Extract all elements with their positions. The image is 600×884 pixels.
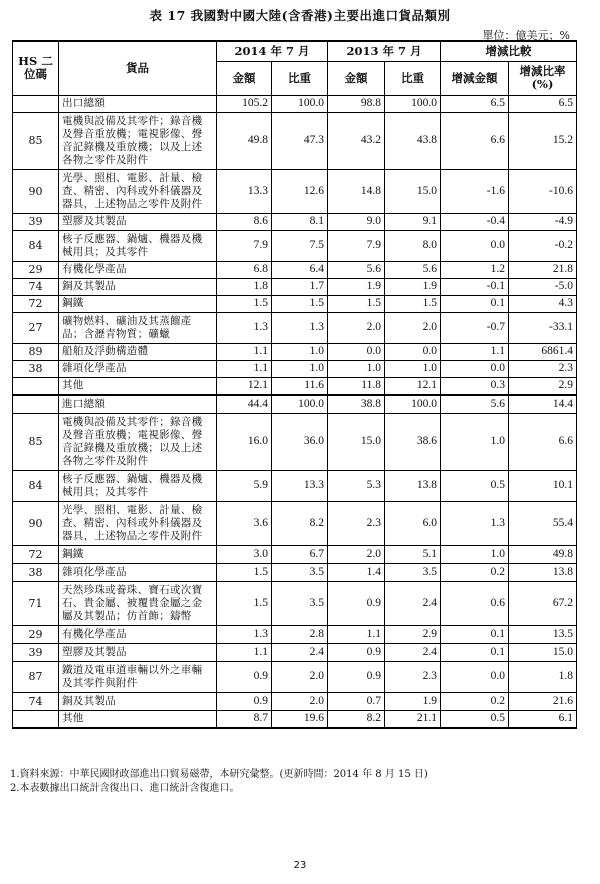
share-2014-cell: 2.0 bbox=[272, 661, 328, 692]
footnote-definition: 2.本表數據出口統計含復出口、進口統計含復進口。 bbox=[10, 783, 240, 794]
amount-2013-cell: 14.8 bbox=[328, 169, 385, 213]
diff-amount-cell: -1.6 bbox=[441, 169, 509, 213]
diff-rate-cell: 10.1 bbox=[509, 470, 577, 501]
share-2014-cell: 100.0 bbox=[272, 395, 328, 413]
item-name-cell: 有機化學產品 bbox=[59, 261, 217, 278]
diff-rate-cell: 6.1 bbox=[509, 710, 577, 728]
share-2013-cell: 2.9 bbox=[385, 625, 441, 643]
diff-amount-cell: 0.1 bbox=[441, 643, 509, 661]
diff-amount-cell: 1.0 bbox=[441, 545, 509, 563]
diff-rate-cell: 13.8 bbox=[509, 563, 577, 581]
item-name-cell: 銅及其製品 bbox=[59, 278, 217, 295]
header-amount-2013: 金額 bbox=[328, 61, 385, 95]
amount-2013-cell: 11.8 bbox=[328, 377, 385, 395]
footnotes bbox=[10, 768, 428, 796]
header-item: 貨品 bbox=[59, 41, 217, 95]
share-2014-cell: 12.6 bbox=[272, 169, 328, 213]
hs-code-cell: 29 bbox=[13, 625, 59, 643]
share-2013-cell: 38.6 bbox=[385, 413, 441, 470]
item-name-cell: 出口總額 bbox=[59, 95, 217, 112]
share-2014-cell: 13.3 bbox=[272, 470, 328, 501]
share-2013-cell: 100.0 bbox=[385, 95, 441, 112]
diff-rate-cell: 21.6 bbox=[509, 692, 577, 710]
share-2013-cell: 1.9 bbox=[385, 692, 441, 710]
diff-rate-cell: 15.0 bbox=[509, 643, 577, 661]
hs-code-cell bbox=[13, 377, 59, 395]
share-2014-cell: 1.0 bbox=[272, 343, 328, 360]
share-2013-cell: 5.1 bbox=[385, 545, 441, 563]
diff-amount-cell: 0.1 bbox=[441, 295, 509, 312]
diff-amount-cell: 6.6 bbox=[441, 112, 509, 169]
amount-2014-cell: 5.9 bbox=[217, 470, 272, 501]
table-row bbox=[13, 563, 577, 581]
diff-rate-cell: 55.4 bbox=[509, 501, 577, 545]
diff-rate-cell: 13.5 bbox=[509, 625, 577, 643]
diff-rate-cell: 4.3 bbox=[509, 295, 577, 312]
diff-amount-cell: -0.7 bbox=[441, 312, 509, 343]
item-name-cell: 核子反應器、鍋爐、機器及機械用具；及其零件 bbox=[59, 470, 217, 501]
diff-amount-cell: 0.0 bbox=[441, 230, 509, 261]
item-name-cell: 進口總額 bbox=[59, 395, 217, 413]
diff-amount-cell: 5.6 bbox=[441, 395, 509, 413]
share-2014-cell: 11.6 bbox=[272, 377, 328, 395]
amount-2014-cell: 1.5 bbox=[217, 295, 272, 312]
amount-2013-cell: 8.2 bbox=[328, 710, 385, 728]
diff-rate-cell: 6.5 bbox=[509, 95, 577, 112]
diff-amount-cell: 0.0 bbox=[441, 661, 509, 692]
item-name-cell: 鋼鐵 bbox=[59, 545, 217, 563]
table-row bbox=[13, 343, 577, 360]
diff-amount-cell: 0.6 bbox=[441, 581, 509, 625]
diff-amount-cell: 1.1 bbox=[441, 343, 509, 360]
item-name-cell: 光學、照相、電影、計量、檢查、精密、內科或外科儀器及器具，上述物品之零件及附件 bbox=[59, 169, 217, 213]
amount-2014-cell: 6.8 bbox=[217, 261, 272, 278]
table-row bbox=[13, 278, 577, 295]
amount-2014-cell: 1.8 bbox=[217, 278, 272, 295]
share-2014-cell: 1.7 bbox=[272, 278, 328, 295]
share-2013-cell: 1.5 bbox=[385, 295, 441, 312]
diff-rate-cell: -0.2 bbox=[509, 230, 577, 261]
share-2014-cell: 2.0 bbox=[272, 692, 328, 710]
share-2013-cell: 2.0 bbox=[385, 312, 441, 343]
item-name-cell: 雜項化學產品 bbox=[59, 563, 217, 581]
amount-2014-cell: 12.1 bbox=[217, 377, 272, 395]
table-row bbox=[13, 112, 577, 169]
share-2014-cell: 2.4 bbox=[272, 643, 328, 661]
share-2014-cell: 6.7 bbox=[272, 545, 328, 563]
unit-label: 單位：億美元；% bbox=[482, 29, 570, 42]
hs-code-cell: 90 bbox=[13, 501, 59, 545]
share-2013-cell: 2.3 bbox=[385, 661, 441, 692]
share-2013-cell: 8.0 bbox=[385, 230, 441, 261]
share-2013-cell: 3.5 bbox=[385, 563, 441, 581]
share-2014-cell: 7.5 bbox=[272, 230, 328, 261]
table-body bbox=[13, 95, 577, 728]
share-2013-cell: 21.1 bbox=[385, 710, 441, 728]
amount-2013-cell: 7.9 bbox=[328, 230, 385, 261]
diff-amount-cell: -0.4 bbox=[441, 213, 509, 230]
diff-amount-cell: 1.2 bbox=[441, 261, 509, 278]
table-row bbox=[13, 545, 577, 563]
amount-2013-cell: 5.3 bbox=[328, 470, 385, 501]
diff-amount-cell: 0.1 bbox=[441, 625, 509, 643]
hs-code-cell: 27 bbox=[13, 312, 59, 343]
amount-2014-cell: 0.9 bbox=[217, 692, 272, 710]
amount-2014-cell: 13.3 bbox=[217, 169, 272, 213]
share-2013-cell: 12.1 bbox=[385, 377, 441, 395]
diff-rate-cell: 21.8 bbox=[509, 261, 577, 278]
amount-2013-cell: 43.2 bbox=[328, 112, 385, 169]
diff-amount-cell: -0.1 bbox=[441, 278, 509, 295]
diff-rate-cell: 1.8 bbox=[509, 661, 577, 692]
amount-2014-cell: 1.1 bbox=[217, 343, 272, 360]
amount-2013-cell: 9.0 bbox=[328, 213, 385, 230]
share-2014-cell: 1.3 bbox=[272, 312, 328, 343]
share-2014-cell: 47.3 bbox=[272, 112, 328, 169]
hs-code-cell: 38 bbox=[13, 360, 59, 377]
table-title: 表 17 我國對中國大陸(含香港)主要出進口貨品類別 bbox=[149, 8, 451, 23]
share-2014-cell: 19.6 bbox=[272, 710, 328, 728]
amount-2013-cell: 1.1 bbox=[328, 625, 385, 643]
item-name-cell: 礦物燃料、礦油及其蒸餾產品；含瀝青物質；礦蠟 bbox=[59, 312, 217, 343]
header-diff-amount: 增減金額 bbox=[441, 61, 509, 95]
amount-2013-cell: 1.9 bbox=[328, 278, 385, 295]
diff-rate-cell: -10.6 bbox=[509, 169, 577, 213]
table-row bbox=[13, 643, 577, 661]
share-2013-cell: 100.0 bbox=[385, 395, 441, 413]
hs-code-cell: 74 bbox=[13, 692, 59, 710]
amount-2013-cell: 0.0 bbox=[328, 343, 385, 360]
share-2013-cell: 6.0 bbox=[385, 501, 441, 545]
item-name-cell: 船舶及浮動構造體 bbox=[59, 343, 217, 360]
hs-code-cell: 90 bbox=[13, 169, 59, 213]
diff-amount-cell: 1.0 bbox=[441, 413, 509, 470]
diff-rate-cell: 67.2 bbox=[509, 581, 577, 625]
exports-total-row bbox=[13, 95, 577, 112]
item-name-cell: 鐵道及電車道車輛以外之車輛及其零件與附件 bbox=[59, 661, 217, 692]
table-row bbox=[13, 470, 577, 501]
amount-2013-cell: 38.8 bbox=[328, 395, 385, 413]
hs-code-cell bbox=[13, 710, 59, 728]
diff-rate-cell: 6.6 bbox=[509, 413, 577, 470]
share-2013-cell: 1.0 bbox=[385, 360, 441, 377]
item-name-cell: 塑膠及其製品 bbox=[59, 643, 217, 661]
diff-amount-cell: 0.5 bbox=[441, 710, 509, 728]
header-period-2013: 2013 年 7 月 bbox=[328, 41, 441, 61]
share-2013-cell: 15.0 bbox=[385, 169, 441, 213]
share-2013-cell: 2.4 bbox=[385, 643, 441, 661]
item-name-cell: 光學、照相、電影、計量、檢查、精密、內科或外科儀器及器具，上述物品之零件及附件 bbox=[59, 501, 217, 545]
item-name-cell: 有機化學產品 bbox=[59, 625, 217, 643]
diff-amount-cell: 0.0 bbox=[441, 360, 509, 377]
diff-amount-cell: 1.3 bbox=[441, 501, 509, 545]
table-row bbox=[13, 581, 577, 625]
table-row bbox=[13, 169, 577, 213]
hs-code-cell: 72 bbox=[13, 545, 59, 563]
diff-rate-cell: 6861.4 bbox=[509, 343, 577, 360]
table-row bbox=[13, 312, 577, 343]
item-name-cell: 電機與設備及其零件；錄音機及聲音重放機；電視影像、聲音記錄機及重放機；以及上述各物之零件及附件 bbox=[59, 112, 217, 169]
share-2014-cell: 8.1 bbox=[272, 213, 328, 230]
header-period-2014: 2014 年 7 月 bbox=[217, 41, 328, 61]
table-row bbox=[13, 661, 577, 692]
table-row bbox=[13, 295, 577, 312]
amount-2013-cell: 1.4 bbox=[328, 563, 385, 581]
share-2013-cell: 13.8 bbox=[385, 470, 441, 501]
hs-code-cell: 74 bbox=[13, 278, 59, 295]
hs-code-cell bbox=[13, 395, 59, 413]
amount-2014-cell: 1.1 bbox=[217, 643, 272, 661]
table-row bbox=[13, 377, 577, 395]
amount-2014-cell: 1.3 bbox=[217, 312, 272, 343]
hs-code-cell: 85 bbox=[13, 413, 59, 470]
item-name-cell: 核子反應器、鍋爐、機器及機械用具；及其零件 bbox=[59, 230, 217, 261]
table-row bbox=[13, 230, 577, 261]
diff-rate-cell: -4.9 bbox=[509, 213, 577, 230]
amount-2014-cell: 7.9 bbox=[217, 230, 272, 261]
table-row bbox=[13, 710, 577, 728]
amount-2014-cell: 8.7 bbox=[217, 710, 272, 728]
table-row bbox=[13, 692, 577, 710]
share-2013-cell: 1.9 bbox=[385, 278, 441, 295]
diff-rate-cell: 2.9 bbox=[509, 377, 577, 395]
hs-code-cell: 84 bbox=[13, 470, 59, 501]
item-name-cell: 電機與設備及其零件；錄音機及聲音重放機；電視影像、聲音記錄機及重放機；以及上述各物之零件及附件 bbox=[59, 413, 217, 470]
share-2014-cell: 8.2 bbox=[272, 501, 328, 545]
amount-2013-cell: 0.9 bbox=[328, 661, 385, 692]
amount-2014-cell: 3.0 bbox=[217, 545, 272, 563]
share-2013-cell: 9.1 bbox=[385, 213, 441, 230]
amount-2013-cell: 0.7 bbox=[328, 692, 385, 710]
hs-code-cell: 39 bbox=[13, 213, 59, 230]
amount-2013-cell: 0.9 bbox=[328, 643, 385, 661]
diff-amount-cell: 0.5 bbox=[441, 470, 509, 501]
amount-2014-cell: 49.8 bbox=[217, 112, 272, 169]
hs-code-cell: 85 bbox=[13, 112, 59, 169]
table-row bbox=[13, 213, 577, 230]
share-2014-cell: 3.5 bbox=[272, 563, 328, 581]
hs-code-cell: 38 bbox=[13, 563, 59, 581]
table-row bbox=[13, 360, 577, 377]
hs-code-cell: 71 bbox=[13, 581, 59, 625]
amount-2014-cell: 1.1 bbox=[217, 360, 272, 377]
share-2013-cell: 5.6 bbox=[385, 261, 441, 278]
diff-rate-cell: 14.4 bbox=[509, 395, 577, 413]
item-name-cell: 其他 bbox=[59, 377, 217, 395]
trade-table bbox=[12, 40, 577, 729]
table-row bbox=[13, 261, 577, 278]
amount-2014-cell: 105.2 bbox=[217, 95, 272, 112]
amount-2013-cell: 2.3 bbox=[328, 501, 385, 545]
hs-code-cell: 39 bbox=[13, 643, 59, 661]
amount-2013-cell: 5.6 bbox=[328, 261, 385, 278]
imports-total-row bbox=[13, 395, 577, 413]
footnote-source: 1.資料來源：中華民國財政部進出口貿易磁帶，本研究彙整。(更新時間：2014 年 8 月 15 日) bbox=[10, 769, 428, 780]
amount-2013-cell: 1.0 bbox=[328, 360, 385, 377]
share-2014-cell: 36.0 bbox=[272, 413, 328, 470]
table-row bbox=[13, 625, 577, 643]
share-2014-cell: 3.5 bbox=[272, 581, 328, 625]
amount-2014-cell: 44.4 bbox=[217, 395, 272, 413]
item-name-cell: 天然珍珠或養珠、寶石或次寶石、貴金屬、被覆貴金屬之金屬及其製品；仿首飾；鑄幣 bbox=[59, 581, 217, 625]
share-2014-cell: 1.0 bbox=[272, 360, 328, 377]
header-share-2013: 比重 bbox=[385, 61, 441, 95]
hs-code-cell: 87 bbox=[13, 661, 59, 692]
amount-2013-cell: 15.0 bbox=[328, 413, 385, 470]
amount-2013-cell: 2.0 bbox=[328, 545, 385, 563]
hs-code-cell: 72 bbox=[13, 295, 59, 312]
share-2014-cell: 100.0 bbox=[272, 95, 328, 112]
hs-code-cell: 29 bbox=[13, 261, 59, 278]
amount-2013-cell: 2.0 bbox=[328, 312, 385, 343]
share-2014-cell: 2.8 bbox=[272, 625, 328, 643]
diff-rate-cell: -33.1 bbox=[509, 312, 577, 343]
hs-code-cell: 89 bbox=[13, 343, 59, 360]
diff-amount-cell: 0.3 bbox=[441, 377, 509, 395]
header-share-2014: 比重 bbox=[272, 61, 328, 95]
share-2013-cell: 2.4 bbox=[385, 581, 441, 625]
item-name-cell: 鋼鐵 bbox=[59, 295, 217, 312]
item-name-cell: 雜項化學產品 bbox=[59, 360, 217, 377]
amount-2013-cell: 1.5 bbox=[328, 295, 385, 312]
share-2014-cell: 6.4 bbox=[272, 261, 328, 278]
page-number: 23 bbox=[293, 860, 307, 871]
diff-rate-cell: 15.2 bbox=[509, 112, 577, 169]
header-diff-rate: 增減比率 (%) bbox=[509, 61, 577, 95]
table-row bbox=[13, 413, 577, 470]
share-2014-cell: 1.5 bbox=[272, 295, 328, 312]
share-2013-cell: 0.0 bbox=[385, 343, 441, 360]
hs-code-cell bbox=[13, 95, 59, 112]
header-compare: 增減比較 bbox=[441, 41, 577, 61]
diff-amount-cell: 0.2 bbox=[441, 563, 509, 581]
diff-amount-cell: 6.5 bbox=[441, 95, 509, 112]
amount-2014-cell: 1.5 bbox=[217, 563, 272, 581]
share-2013-cell: 43.8 bbox=[385, 112, 441, 169]
diff-amount-cell: 0.2 bbox=[441, 692, 509, 710]
table-row bbox=[13, 501, 577, 545]
diff-rate-cell: 49.8 bbox=[509, 545, 577, 563]
header-amount-2014: 金額 bbox=[217, 61, 272, 95]
item-name-cell: 塑膠及其製品 bbox=[59, 213, 217, 230]
amount-2013-cell: 0.9 bbox=[328, 581, 385, 625]
amount-2014-cell: 1.5 bbox=[217, 581, 272, 625]
amount-2014-cell: 8.6 bbox=[217, 213, 272, 230]
amount-2014-cell: 1.3 bbox=[217, 625, 272, 643]
hs-code-cell: 84 bbox=[13, 230, 59, 261]
item-name-cell: 其他 bbox=[59, 710, 217, 728]
amount-2014-cell: 0.9 bbox=[217, 661, 272, 692]
item-name-cell: 銅及其製品 bbox=[59, 692, 217, 710]
amount-2014-cell: 3.6 bbox=[217, 501, 272, 545]
header-hs: HS 二位碼 bbox=[13, 41, 59, 95]
diff-rate-cell: 2.3 bbox=[509, 360, 577, 377]
diff-rate-cell: -5.0 bbox=[509, 278, 577, 295]
amount-2014-cell: 16.0 bbox=[217, 413, 272, 470]
amount-2013-cell: 98.8 bbox=[328, 95, 385, 112]
